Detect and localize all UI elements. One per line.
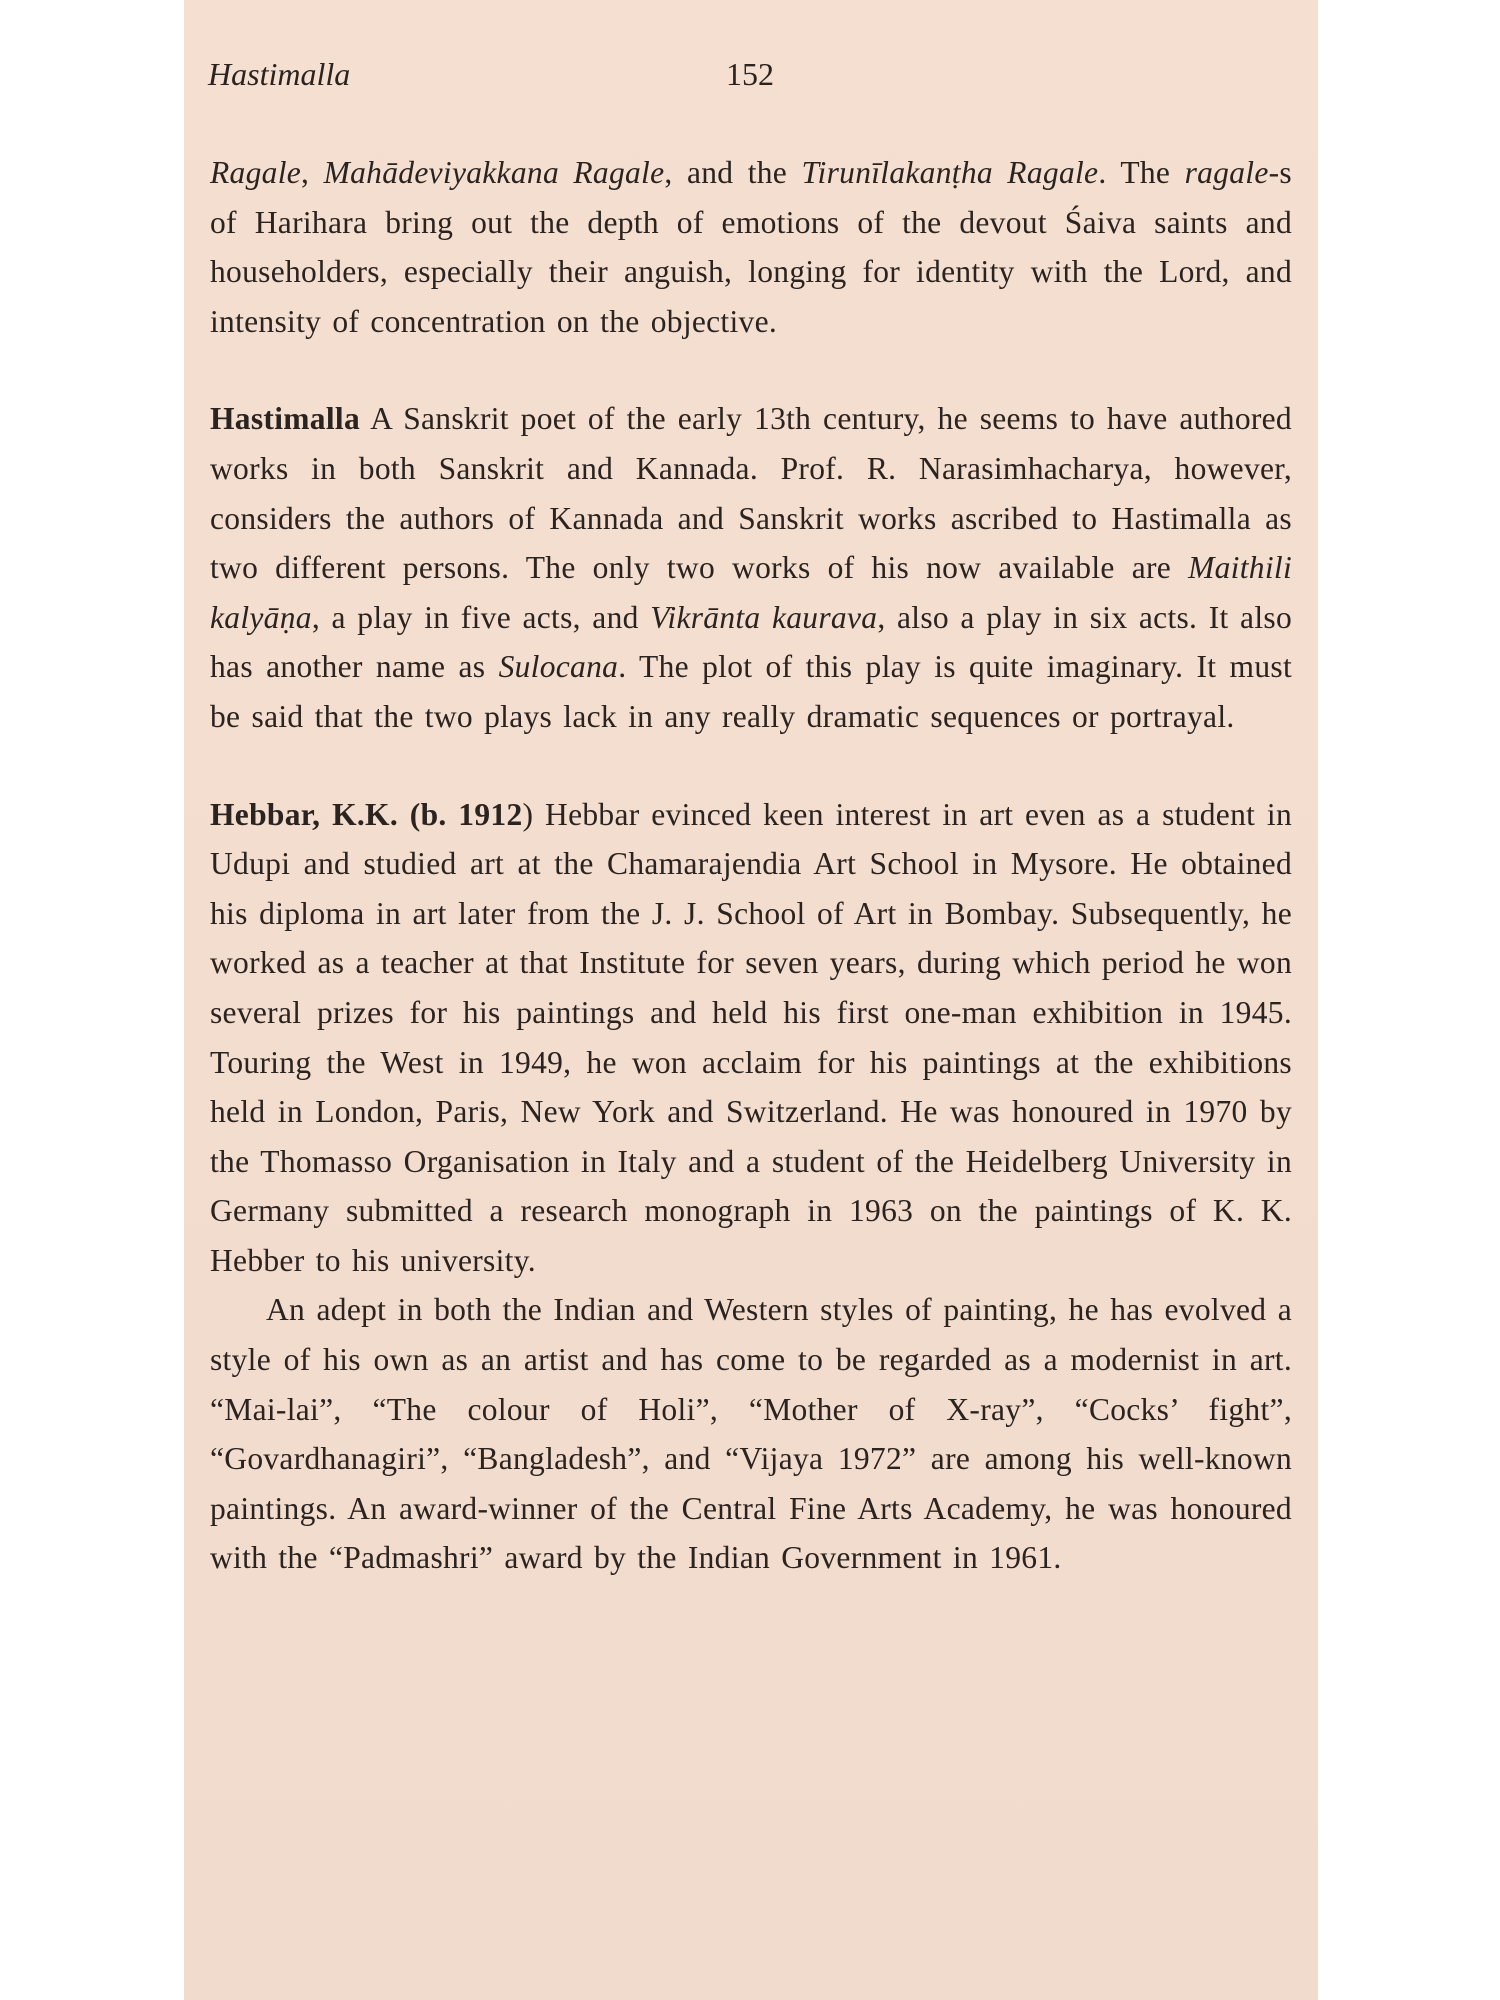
page-number: 152 <box>726 56 774 92</box>
italic-title: Vikrānta kaurava <box>650 599 878 635</box>
page-body <box>210 148 1292 1583</box>
italic-title: Maithili kalyāṇa <box>210 550 1292 635</box>
italic-title: Ragale <box>210 155 302 190</box>
running-header <box>208 52 808 96</box>
entry-hebbar: Hebbar, K.K. (b. 1912) Hebbar evinced keen interest in art even as a student in Udupi and studied art at the Chamarajendia Art School in Mysore. He obtained his diploma in art later from the J. J. School of Art in Bombay. Subsequently, he worked as a teacher at that Institute for seven years, during which period he won several prizes for his paintings and held his first one-man exhibition in 1945. Touring the West in 1949, he won acclaim for his paintings at the exhibitions held in London, Paris, New York and Switzerland. He was honoured in 1970 by the Thomasso Organisation in Italy and a student of the Heidelberg University in Germany submitted a research monograph in 1963 on the paintings of K. K. Hebber to his university. <box>210 796 1293 1278</box>
running-title: Hastimalla <box>208 56 351 92</box>
continuation-paragraph: Ragale, Mahādeviyakkana Ragale, and the Tirunīlakanṭha Ragale. The ragale-s of Harihara bring out the depth of emotions of the devout Śaiva saints and householders, especially their anguish, longing for identity with the Lord, and intensity of concentration on the objective. <box>210 155 1292 339</box>
italic-term: ragale <box>1184 155 1269 190</box>
book-page <box>184 0 1318 2000</box>
entry-hebbar-continued: An adept in both the Indian and Western styles of painting, he has evolved a style of his own as an artist and has come to be regarded as a modernist in art. “Mai-lai”, “The colour of Holi”, “Mother of X-ray”, “Cocks’ fight”, “Govardhanagiri”, “Bangladesh”, and “Vijaya 1972” are among his well-known paintings. An award-winner of the Central Fine Arts Academy, he was honoured with the “Padmashri” award by the Indian Government in 1961. <box>210 1292 1292 1576</box>
italic-title: Sulocana <box>498 649 619 685</box>
entry-heading: Hebbar, K.K. (b. 1912 <box>210 796 523 832</box>
entry-heading: Hastimalla <box>210 401 360 437</box>
italic-title: Tirunīlakanṭha Ragale <box>801 155 1099 190</box>
entry-hastimalla: Hastimalla A Sanskrit poet of the early 13th century, he seems to have authored works in both Sanskrit and Kannada. Prof. R. Narasimhacharya, however, considers the authors of Kannada and Sanskrit works ascribed to Hastimalla as two different persons. The only two works of his now available are Maithili kalyāṇa, a play in five acts, and Vikrānta kaurava, also a play in six acts. It also has another name as Sulocana. The plot of this play is quite imaginary. It must be said that the two plays lack in any really dramatic sequences or portrayal. <box>210 401 1292 734</box>
italic-title: Mahādeviyakkana Ragale <box>323 155 665 190</box>
